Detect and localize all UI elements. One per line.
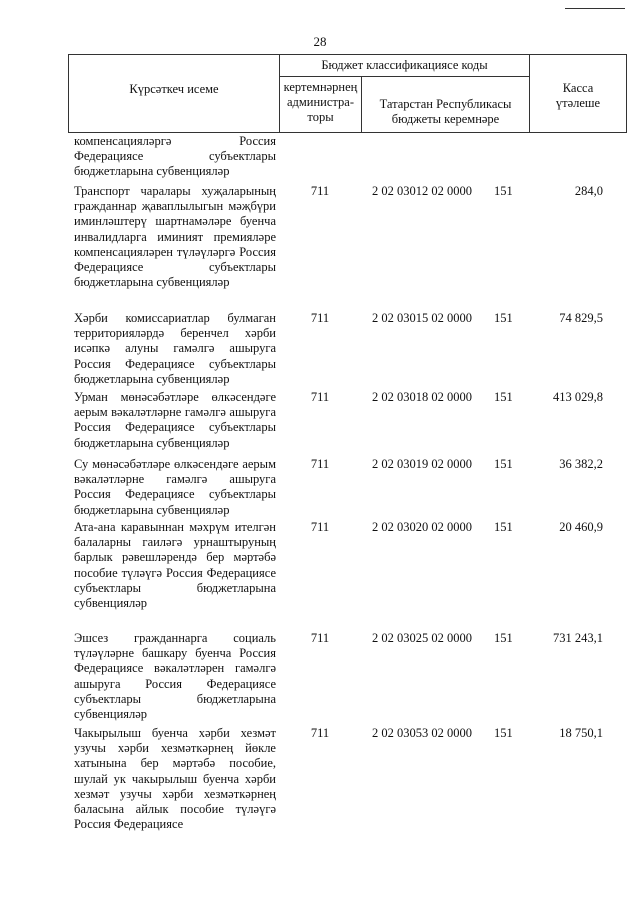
header-cash-line-2: үтәлеше [555, 96, 601, 110]
row-subcode: 151 [494, 520, 513, 534]
row-name: Чакырылыш буенча хәрби хезмәт узучы хәрби хезмәткәрнең йөкле хатынына бер мәртәбә пособие, шулай ук чакырылыш буенча хәрби хезмәт узучы хәрби хезмәткәрнең баласына айлык пособие түләүгә Россия Федерациясе [74, 726, 276, 832]
row-admin: 711 [310, 631, 330, 645]
header-admin-line-2: администра- [286, 95, 354, 109]
header-indicator-name [68, 54, 280, 133]
row-admin: 711 [310, 311, 330, 325]
header-admin-line-1: кертемнәрнең [283, 80, 358, 94]
row-admin: 711 [310, 184, 330, 198]
page-number: 28 [313, 34, 327, 49]
header-revenue [361, 76, 530, 133]
row-subcode: 151 [494, 726, 513, 740]
row-code: 2 02 03053 02 0000 [372, 726, 472, 740]
top-edge-line [565, 8, 625, 9]
row-amount: 731 243,1 [553, 631, 603, 645]
row-subcode: 151 [494, 631, 513, 645]
row-code: 2 02 03020 02 0000 [372, 520, 472, 534]
row-amount: 74 829,5 [559, 311, 603, 325]
row-name: Ата-ана каравыннан мәхрүм ителгән балаларны гаиләгә урнаштыруның барлык рәвешләрендә бер мәртәбә пособие түләүгә Россия Федерациясе субъектлары бюджетларына субвенцияләр [74, 520, 276, 611]
row-amount: 18 750,1 [559, 726, 603, 740]
row-subcode: 151 [494, 184, 513, 198]
row-amount: 284,0 [574, 184, 603, 198]
row-name: Урман мөнәсәбәтләре өлкәсендәге аерым вәкаләтләрне гамәлгә ашыруга Россия Федерациясе субъектлары бюджетларына субвенцияләр [74, 390, 276, 450]
header-revenue-line-1: Татарстан Республикасы [379, 97, 512, 111]
header-indicator-label: Күрсәткеч исеме [129, 82, 219, 96]
row-admin: 711 [310, 390, 330, 404]
row-amount: 20 460,9 [559, 520, 603, 534]
row-subcode: 151 [494, 390, 513, 404]
header-cash-execution [529, 54, 627, 133]
header-revenue-line-2: бюджеты керемнәре [391, 112, 500, 126]
row-admin: 711 [310, 457, 330, 471]
row-name: компенсацияләргә Россия Федерациясе субъектлары бюджетларына субвенцияләр [74, 134, 276, 179]
header-admin-line-3: торы [307, 110, 334, 124]
row-code: 2 02 03012 02 0000 [372, 184, 472, 198]
row-admin: 711 [310, 520, 330, 534]
row-name: Хәрби комиссариатлар булмаган территорияләрдә беренчел хәрби исәпкә алуны гамәлгә ашыруга Россия Федерациясе субъектлары бюджетларына субвенцияләр [74, 311, 276, 386]
row-code: 2 02 03015 02 0000 [372, 311, 472, 325]
row-name: Транспорт чаралары хуҗаларының гражданнар җаваплылыгын мәҗбүри иминләштерү шартнамәләре буенча инвалидларга иминият премияләре компенсацияләрен түләүләргә Россия Федерациясе субъектлары бюджетларына субвенцияләр [74, 184, 276, 290]
row-admin: 711 [310, 726, 330, 740]
row-code: 2 02 03025 02 0000 [372, 631, 472, 645]
header-administrator [279, 76, 362, 133]
row-code: 2 02 03019 02 0000 [372, 457, 472, 471]
row-amount: 36 382,2 [559, 457, 603, 471]
header-budget-codes-label: Бюджет классификациясе коды [321, 58, 488, 72]
header-cash-line-1: Касса [562, 81, 594, 95]
header-budget-codes [279, 54, 530, 77]
row-subcode: 151 [494, 457, 513, 471]
row-name: Эшсез гражданнарга социаль түләүләрне башкару буенча Россия Федерациясе вәкаләтләрен гамәлгә ашыруга Россия Федерациясе субъектлары бюджетларына субвенцияләр [74, 631, 276, 722]
row-subcode: 151 [494, 311, 513, 325]
row-code: 2 02 03018 02 0000 [372, 390, 472, 404]
row-name: Су мөнәсәбәтләре өлкәсендәге аерым вәкаләтләрне гамәлгә ашыруга Россия Федерациясе субъектлары бюджетларына субвенцияләр [74, 457, 276, 517]
row-amount: 413 029,8 [553, 390, 603, 404]
